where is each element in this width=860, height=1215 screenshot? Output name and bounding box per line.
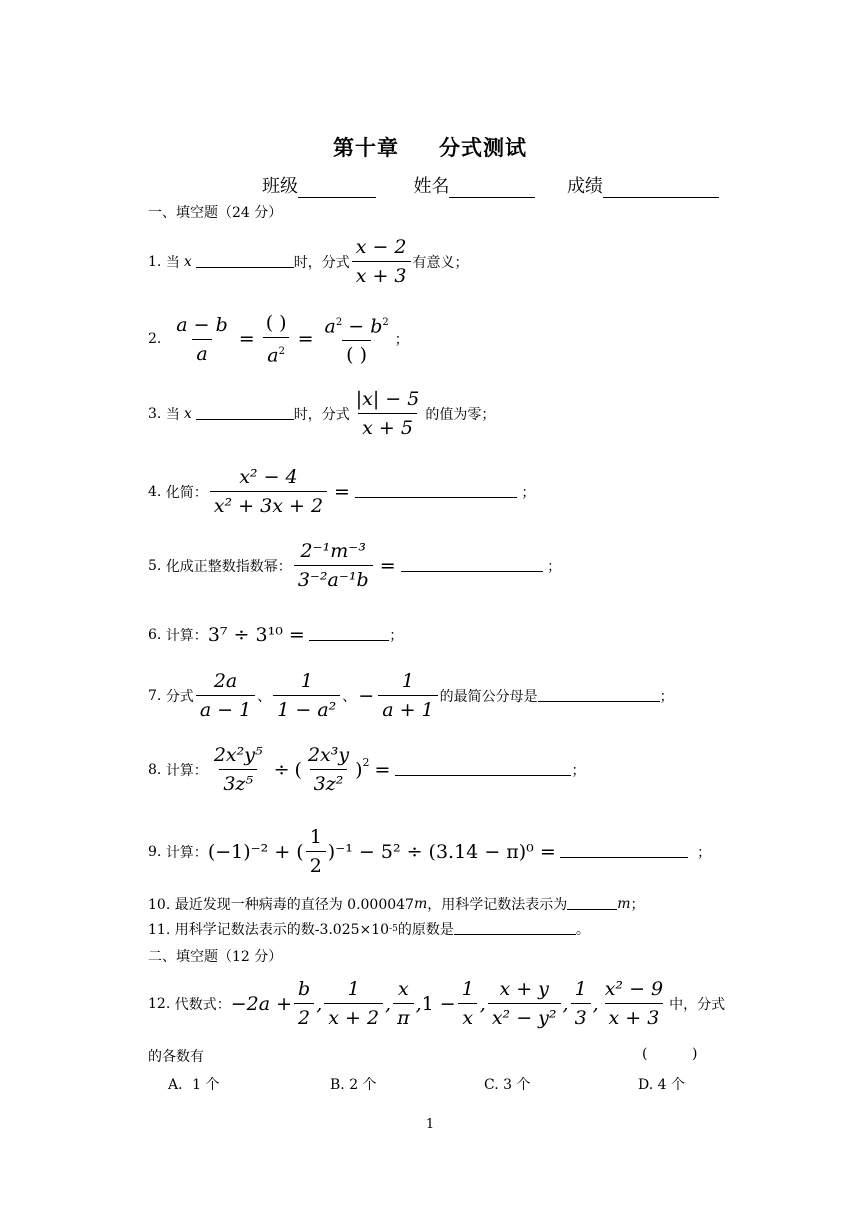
question-9: [148, 826, 711, 877]
class-label: 班级: [262, 176, 298, 197]
question-text: 的值为零；: [425, 406, 496, 423]
fraction: $\frac{1}{x + 2}$: [324, 978, 383, 1029]
fraction-blank[interactable]: $\frac{a^2 - b^2}{( )}$: [324, 315, 389, 367]
question-1: [148, 236, 469, 287]
question-text: 11. 用科学记数法表示的数-3.025×10: [148, 922, 390, 938]
fraction: $\frac{\text{x² − 4}}{\text{x² + 3x + 2}}$: [210, 466, 327, 517]
fraction-blank[interactable]: $\frac{( )}{a^2}$: [262, 312, 291, 366]
question-text: 化简：: [165, 484, 208, 501]
expression: 3⁷ ÷ 3¹⁰ =: [207, 624, 305, 646]
question-text: ；: [697, 844, 712, 861]
question-number: 6.: [148, 627, 162, 643]
question-5: 5. 化成正整数指数幂： $\frac{\text{2⁻¹m⁻³}}{\text{3⁻²a⁻¹b}}$ = ；: [148, 540, 562, 591]
answer-blank[interactable]: [560, 856, 688, 858]
question-3: [148, 388, 495, 439]
option-a[interactable]: A．1 个: [168, 1077, 220, 1093]
question-12: 12. 代数式： −2a + $\frac{b}{2}$ , $\frac{1}{x + 2}$ , $\frac{x}{\pi}$ , 1 − $\frac{1}{x}$ , $\frac{x + y}{\text{x² − y²}}$ , $\frac{1}{3}$ , $\frac{\text{x² − 9}}{x + 3}$ 中，分式: [148, 978, 726, 1029]
answer-blank[interactable]: [196, 266, 294, 268]
question-11: [148, 919, 590, 939]
fraction: $\frac{\text{2x²y⁵}}{\text{3z⁵}}$: [213, 744, 263, 795]
question-number: 5.: [148, 557, 162, 574]
question-text: 代数式：: [174, 996, 231, 1013]
fraction: $\frac{\text{x² − 9}}{x + 3}$: [604, 978, 664, 1029]
score-label: 成绩: [566, 176, 603, 197]
question-10: [148, 894, 645, 914]
fraction: $\frac{x + y}{\text{x² − y²}}$: [488, 978, 561, 1029]
question-text: 中，分式: [669, 996, 726, 1013]
fraction: $\frac{a - b}{a}$: [176, 313, 228, 365]
question-text: ；: [547, 558, 562, 575]
fraction: $\frac{b}{2}$: [294, 978, 314, 1029]
subject-label: 分式测试: [439, 136, 527, 160]
student-info-line: [262, 172, 719, 198]
page-number: 1: [425, 1117, 435, 1132]
question-text: ；: [659, 688, 674, 705]
question-text: ；: [521, 484, 536, 501]
question-text: 有意义；: [412, 254, 469, 271]
fraction: $\frac{1}{\text{1 − a²}}$: [273, 670, 340, 721]
answer-paren[interactable]: ( ): [642, 1046, 698, 1062]
question-text: 的最简公分母是: [439, 688, 538, 705]
question-text: 计算：: [165, 628, 208, 644]
fraction: $\frac{\text{2x³y}}{\text{3z²}}$: [307, 744, 350, 795]
answer-blank[interactable]: [567, 908, 617, 910]
name-label: 姓名: [413, 176, 450, 197]
question-number: 1.: [148, 253, 162, 270]
option-b[interactable]: B. 2 个: [330, 1077, 377, 1093]
question-text: 当: [165, 254, 180, 271]
fraction: $\frac{x}{\pi}$: [393, 978, 414, 1029]
question-text: 10. 最近发现一种病毒的直径为 0.000047: [148, 897, 414, 913]
question-7: 7. 分式 $\frac{2a}{a - 1}$ 、 $\frac{1}{\text{1 − a²}}$ 、 − $\frac{1}{a + 1}$ 的最简公分母是 ；: [148, 670, 674, 721]
variable-x: x: [183, 253, 192, 270]
separator: 、: [257, 688, 272, 705]
question-text: 化成正整数指数幂：: [165, 558, 292, 575]
question-text: ；: [394, 332, 409, 349]
answer-blank[interactable]: [454, 933, 576, 935]
answer-blank[interactable]: [401, 570, 543, 572]
section-1-heading: 一、填空题（24 分）: [148, 205, 283, 221]
question-4: 4. 化简： $\frac{\text{x² − 4}}{\text{x² + 3x + 2}}$ = ；: [148, 466, 536, 517]
question-text: 时，分式: [293, 406, 350, 423]
expression: −2a +: [230, 992, 293, 1015]
section-2-heading: 二、填空题（12 分）: [148, 949, 283, 965]
option-c[interactable]: C. 3 个: [484, 1077, 531, 1093]
question-text: 。: [575, 922, 590, 938]
question-text: ，用科学记数法表示为: [427, 897, 568, 913]
chapter-label: 第十章: [333, 136, 399, 160]
fraction: $\frac{1}{a + 1}$: [378, 670, 437, 721]
answer-blank[interactable]: [196, 418, 294, 420]
fraction: $\frac{\text{2⁻¹m⁻³}}{\text{3⁻²a⁻¹b}}$: [294, 540, 373, 591]
expression: 1 −: [421, 992, 456, 1015]
question-text: ；: [630, 897, 645, 913]
answer-blank[interactable]: [538, 700, 660, 702]
fraction: $\frac{1}{3}$: [571, 978, 591, 1029]
question-number: 3.: [148, 405, 162, 422]
exponent: -5: [389, 924, 398, 934]
answer-blank[interactable]: [355, 496, 517, 498]
page-title: [0, 132, 860, 162]
question-text: ；: [571, 762, 586, 779]
class-field[interactable]: [298, 179, 376, 198]
question-text: 计算：: [165, 762, 208, 779]
question-6: [148, 624, 403, 646]
question-number: 9.: [148, 843, 162, 860]
question-text: 分式: [165, 688, 194, 705]
q12-continued: 的各数有: [148, 1049, 204, 1065]
question-8: 8. 计算： $\frac{\text{2x²y⁵}}{\text{3z⁵}}$ ÷ ( $\frac{\text{2x³y}}{\text{3z²}}$ ) 2 = ；: [148, 744, 586, 795]
question-number: 4.: [148, 483, 162, 500]
expression: )⁻¹ − 5² ÷ (3.14 − π)⁰ =: [327, 840, 556, 863]
question-2: 2. $\frac{a - b}{a}$ = $\frac{( )}{a^2}$ = $\frac{a^2 - b^2}{( )}$ ；: [148, 312, 409, 367]
question-number: 7.: [148, 687, 162, 704]
question-text: 时，分式: [293, 254, 350, 271]
answer-blank[interactable]: [395, 774, 571, 776]
unit: m: [413, 896, 428, 912]
fraction: $\frac{x - 2}{x + 3}$: [352, 236, 411, 287]
question-number: 2.: [148, 331, 162, 348]
answer-blank[interactable]: [309, 639, 389, 641]
fraction: $\frac{2a}{a - 1}$: [196, 670, 255, 721]
expression: (−1)⁻² + (: [207, 840, 304, 863]
question-text: ；: [389, 628, 404, 644]
question-number: 8.: [148, 761, 162, 778]
fraction: $\frac{1}{x}$: [458, 978, 478, 1029]
question-text: 的原数是: [397, 922, 454, 938]
option-d[interactable]: D. 4 个: [638, 1077, 685, 1093]
question-number: 12.: [148, 995, 171, 1012]
question-text: 计算：: [165, 844, 208, 861]
variable-x: x: [183, 405, 192, 422]
unit: m: [617, 896, 631, 912]
separator: 、: [342, 688, 357, 705]
score-field[interactable]: [603, 179, 719, 198]
fraction-half: $\frac{1}{2}$: [306, 826, 326, 877]
fraction: $\frac{|x| - 5}{x + 5}$: [355, 388, 420, 439]
name-field[interactable]: [449, 179, 535, 198]
question-text: 当: [165, 406, 180, 423]
